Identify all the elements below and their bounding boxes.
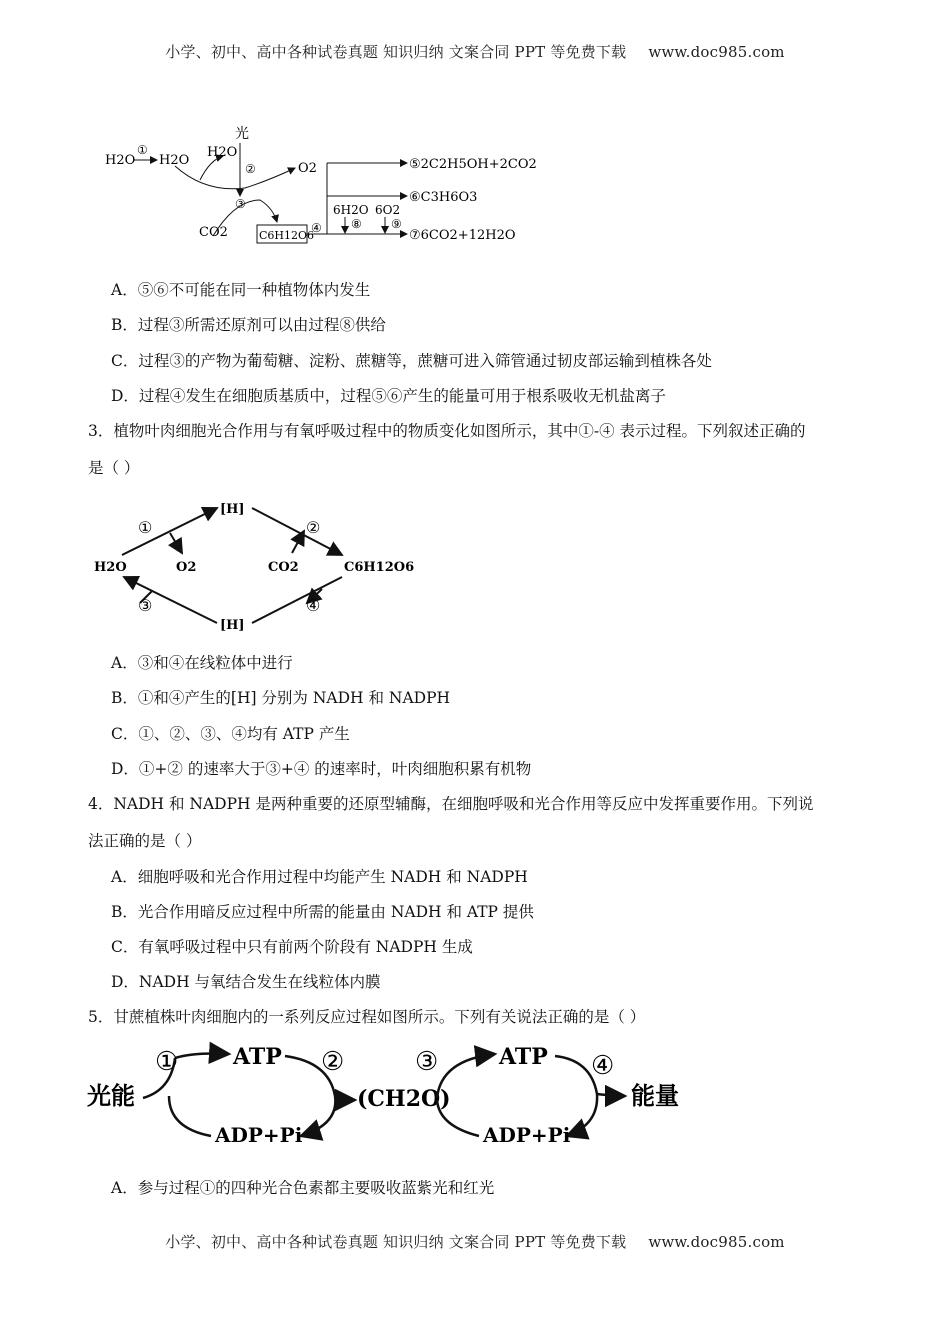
q3-step-2: ② xyxy=(306,518,321,537)
adp-right: ADP+Pi xyxy=(483,1123,571,1147)
q4-stem-line2: 法正确的是（ ） xyxy=(88,832,202,850)
q4-option-b: B．光合作用暗反应过程中所需的能量由 NADH 和 ATP 提供 xyxy=(111,903,534,921)
q2-option-c: C．过程③的产物为葡萄糖、淀粉、蔗糖等，蔗糖可进入筛管通过韧皮部运输到植株各处 xyxy=(111,352,712,370)
o2-node: O2 xyxy=(176,560,197,575)
product-5: ⑤2C2H5OH+2CO2 xyxy=(409,157,537,172)
step-9-mark: ⑨ xyxy=(391,217,402,231)
q3-stem-line1: 3．植物叶肉细胞光合作用与有氧呼吸过程中的物质变化如图所示，其中①-④ 表示过程。下列叙述正确的 xyxy=(88,422,806,440)
q3-option-c: C．①、②、③、④均有 ATP 产生 xyxy=(111,725,350,743)
q5-stem: 5．甘蔗植株叶肉细胞内的一系列反应过程如图所示。下列有关说法正确的是（ ） xyxy=(88,1008,646,1026)
step-4-mark: ④ xyxy=(311,221,322,235)
figure-q5-atp-cycle xyxy=(85,1038,705,1163)
step-2-mark: ② xyxy=(245,162,256,176)
q3-step-1: ① xyxy=(138,518,153,537)
ch2o-label: (CH2O) xyxy=(357,1086,451,1112)
q2-option-b: B．过程③所需还原剂可以由过程⑧供给 xyxy=(111,316,386,334)
q2-option-a: A．⑤⑥不可能在同一种植物体内发生 xyxy=(111,281,371,299)
footer-text: 小学、初中、高中各种试卷真题 知识归纳 文案合同 PPT 等免费下载 xyxy=(165,1233,627,1251)
h2o-start: H2O xyxy=(105,153,136,168)
q2-option-d: D．过程④发生在细胞质基质中，过程⑤⑥产生的能量可用于根系吸收无机盐离子 xyxy=(111,387,666,405)
energy-label: 能量 xyxy=(631,1081,679,1110)
q3-stem-line2: 是（ ） xyxy=(88,459,140,477)
light-label: 光 xyxy=(235,126,249,142)
h2o-6: 6H2O xyxy=(333,203,369,217)
q3-step-3: ③ xyxy=(138,596,153,615)
page-header xyxy=(0,41,950,62)
q4-option-d: D．NADH 与氧结合发生在线粒体内膜 xyxy=(111,973,381,991)
q4-option-a: A．细胞呼吸和光合作用过程中均能产生 NADH 和 NADPH xyxy=(111,868,528,886)
co2-label: CO2 xyxy=(199,225,228,240)
o2-label: O2 xyxy=(298,161,317,176)
step-1-mark: ① xyxy=(137,143,148,157)
atp-left: ATP xyxy=(233,1044,282,1070)
header-text: 小学、初中、高中各种试卷真题 知识归纳 文案合同 PPT 等免费下载 xyxy=(165,43,627,61)
product-7: ⑦6CO2+12H2O xyxy=(409,228,516,243)
o2-6: 6O2 xyxy=(375,203,401,217)
light-energy-label: 光能 xyxy=(87,1081,135,1110)
step-8-mark: ⑧ xyxy=(351,217,362,231)
h-top-node: [H] xyxy=(220,502,245,517)
h2o-top: H2O xyxy=(207,145,238,160)
product-6: ⑥C3H6O3 xyxy=(409,190,478,205)
step-3-mark: ③ xyxy=(235,197,246,211)
atp-right: ATP xyxy=(499,1044,548,1070)
adp-left: ADP+Pi xyxy=(215,1123,303,1147)
q5-step-2: ② xyxy=(321,1047,345,1077)
footer-url[interactable]: www.doc985.com xyxy=(648,1233,785,1251)
q5-option-a: A．参与过程①的四种光合色素都主要吸收蓝紫光和红光 xyxy=(111,1179,495,1197)
q5-step-4: ④ xyxy=(591,1051,615,1081)
header-url[interactable]: www.doc985.com xyxy=(648,43,785,61)
q5-step-1: ① xyxy=(155,1047,179,1077)
q4-option-c: C．有氧呼吸过程中只有前两个阶段有 NADPH 生成 xyxy=(111,938,473,956)
page-footer xyxy=(0,1231,950,1252)
figure-q2-metabolism-diagram xyxy=(95,118,555,253)
co2-node: CO2 xyxy=(268,560,299,575)
glucose-box: C6H12O6 xyxy=(259,229,315,242)
h2o-node: H2O xyxy=(94,560,127,575)
figure-q3-cycle-diagram xyxy=(92,493,415,638)
q3-option-a: A．③和④在线粒体中进行 xyxy=(111,654,293,672)
q3-step-4: ④ xyxy=(306,596,321,615)
q5-step-3: ③ xyxy=(415,1047,439,1077)
h2o-second: H2O xyxy=(159,153,190,168)
q3-option-b: B．①和④产生的[H] 分别为 NADH 和 NADPH xyxy=(111,689,451,707)
h-bottom-node: [H] xyxy=(220,618,245,633)
glucose-node: C6H12O6 xyxy=(344,560,415,575)
q3-option-d: D．①+② 的速率大于③+④ 的速率时，叶肉细胞积累有机物 xyxy=(111,760,532,778)
q4-stem-line1: 4．NADH 和 NADPH 是两种重要的还原型辅酶，在细胞呼吸和光合作用等反应中发挥重要作用。下列说 xyxy=(88,795,814,813)
